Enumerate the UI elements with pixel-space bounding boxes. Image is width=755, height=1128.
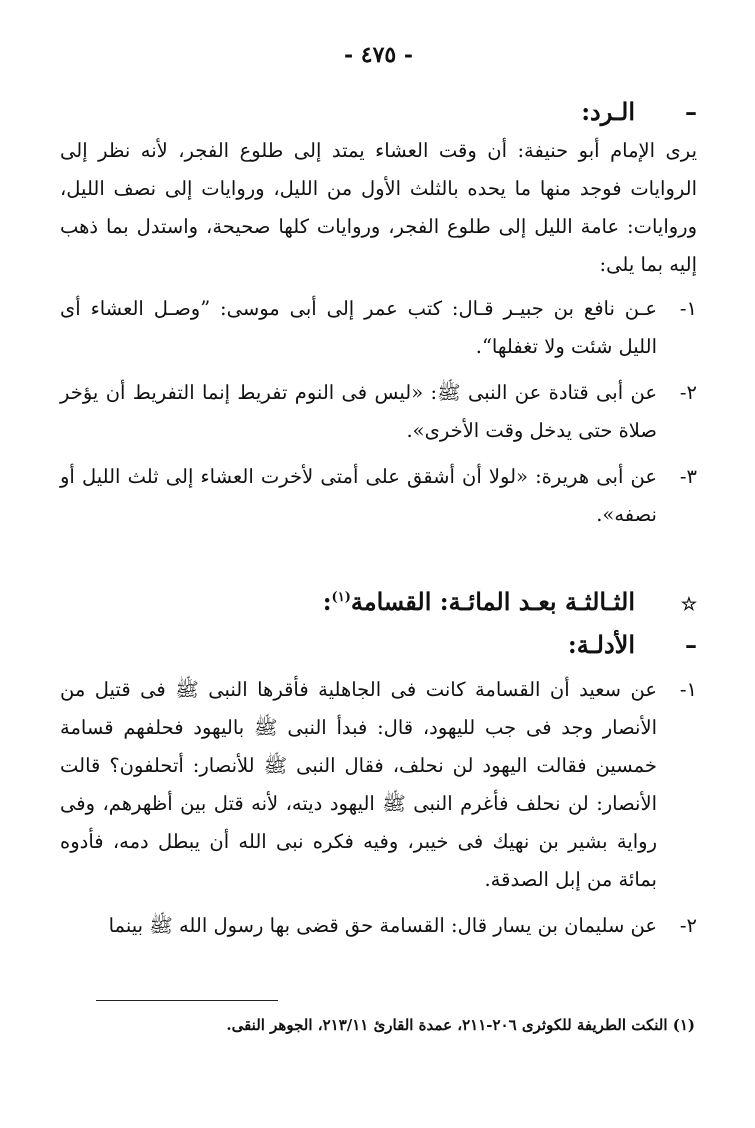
- list-item: [60, 907, 697, 945]
- dash-marker: –: [685, 97, 697, 126]
- reply-paragraph: يرى الإمام أبو حنيفة: أن وقت العشاء يمتد إلى طلوع الفجر، لأنه نظر إلى الروايات فوجد منها ما يحده بالثلث الأول من الليل، وروايات إلى نصف الليل، وروايات: عامة الليل إلى طلوع الفجر، وروايات كلها صحيحة، واستدل بما ذهب إليه بما يلى:: [60, 139, 697, 276]
- list-item-number: ٣-: [679, 465, 697, 488]
- list-item-text: عن أبى هريرة: «لولا أن أشقق على أمتى لأخرت العشاء إلى ثلث الليل أو نصفه».: [60, 465, 657, 526]
- list-item: [60, 374, 697, 450]
- page-number: - ٤٧٥ -: [343, 42, 414, 68]
- section-title-reply: الـرد:: [581, 97, 635, 126]
- footnote: (١) النكت الطريفة للكوثرى ٢٠٦-٢١١، عمدة القارئ ٢١٣/١١، الجوهر النقى.: [226, 1016, 695, 1034]
- reply-list: [60, 290, 697, 534]
- star-icon: ☆: [680, 594, 697, 615]
- list-item-number: ٢-: [679, 914, 697, 937]
- dash-marker: –: [685, 630, 697, 659]
- list-item-text: عـن نافع بن جبيـر قـال: كتب عمر إلى أبى موسى: ”وصـل العشاء أى الليل شئت ولا تغفلها“.: [60, 297, 657, 358]
- section-title-qasama-text: الثـالثـة بعـد المائـة: القسامة: [350, 587, 635, 616]
- footnote-divider: [96, 1000, 278, 1001]
- list-item-text: عن سعيد أن القسامة كانت فى الجاهلية فأقرها النبى ﷺ فى قتيل من الأنصار وجد فى جب لليهود، قال: فبدأ النبى ﷺ باليهود فحلفهم قسامة خمسين فقالت اليهود لن نحلف، فقال النبى ﷺ للأنصار: أتحلفون؟ قالت الأنصار: لن نحلف فأغرم النبى ﷺ اليهود ديته، لأنه قتل بين أظهرهم، وفى رواية بشير بن نهيك فى خيبر، وفيه فكره نبى الله أن يبطل دمه، فأدوه بمائة من إبل الصدقة.: [60, 678, 657, 891]
- evidence-list: [60, 671, 697, 945]
- section-title-qasama: [323, 582, 635, 622]
- list-item: [60, 290, 697, 366]
- section-title-evidence: الأدلـة:: [567, 630, 635, 659]
- section-heading-reply: [60, 92, 697, 132]
- list-item-number: ١-: [679, 297, 697, 320]
- list-item-number: ١-: [679, 678, 697, 701]
- footnote-reference: (١): [331, 590, 351, 605]
- list-item-text: عن أبى قتادة عن النبى ﷺ: «ليس فى النوم تفريط إنما التفريط أن يؤخر صلاة حتى يدخل وقت الأخرى».: [60, 381, 657, 442]
- list-item: [60, 671, 697, 899]
- list-item-number: ٢-: [679, 381, 697, 404]
- section-title-colon: :: [322, 587, 332, 616]
- section-heading-evidence: [60, 625, 697, 665]
- list-item-text: عن سليمان بن يسار قال: القسامة حق قضى بها رسول الله ﷺ بينما: [108, 914, 657, 937]
- list-item: [60, 458, 697, 534]
- section-heading-qasama: [60, 582, 697, 625]
